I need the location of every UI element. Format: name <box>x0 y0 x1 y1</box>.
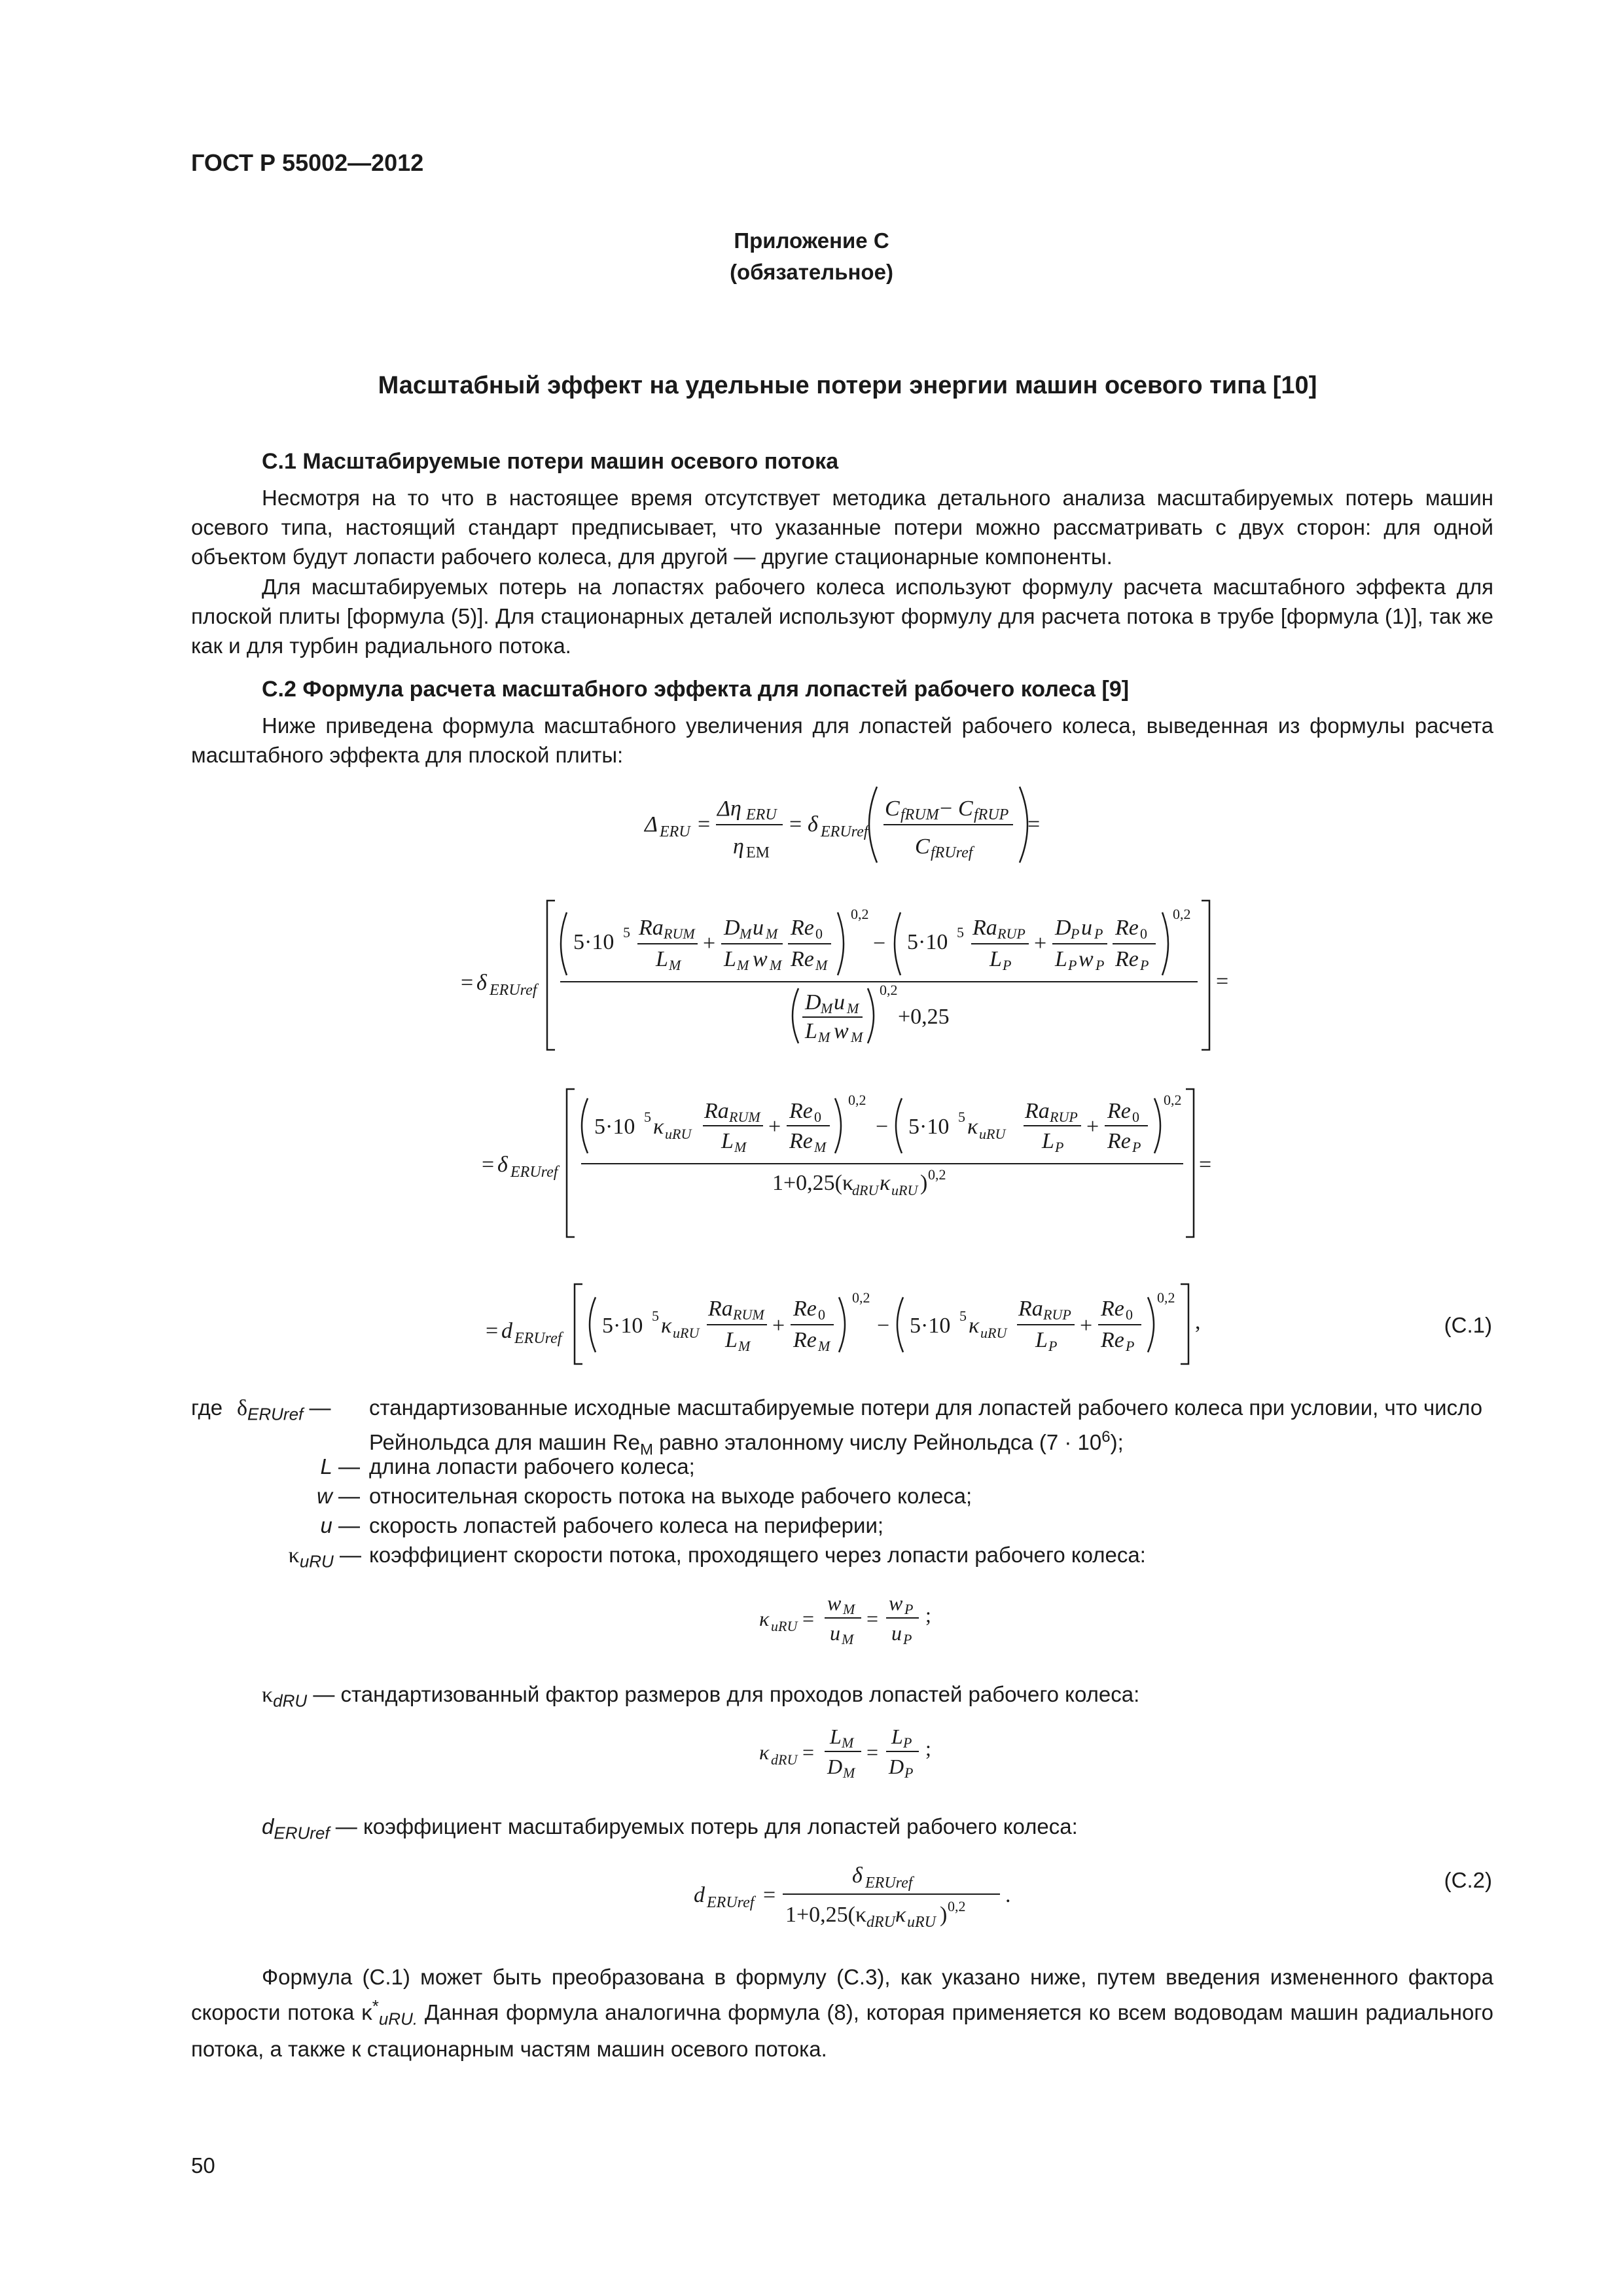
svg-text:P: P <box>1132 1139 1141 1155</box>
math-5e5: 5·10 <box>908 1115 950 1139</box>
symbol: L <box>320 1454 332 1479</box>
svg-text:Re: Re <box>1101 1297 1124 1321</box>
svg-text:−: − <box>876 1115 889 1139</box>
svg-text:L: L <box>805 1019 817 1043</box>
svg-text:ERUref: ERUref <box>707 1894 755 1911</box>
svg-text:Re: Re <box>1107 1129 1131 1153</box>
symbol: κ <box>288 1543 300 1568</box>
svg-text:dRU: dRU <box>866 1914 895 1931</box>
text: — стандартизованный фактор размеров для проходов лопастей рабочего колеса: <box>313 1682 1140 1706</box>
equation-number-c2: (С.2) <box>1444 1868 1492 1892</box>
def-text: относительная скорость потока на выходе рабочего колеса; <box>369 1484 972 1508</box>
math-5e5: 5·10 <box>573 930 615 954</box>
svg-text:P: P <box>903 1631 912 1647</box>
svg-text:M: M <box>766 925 778 942</box>
svg-text:0: 0 <box>815 925 823 942</box>
svg-text:uRU: uRU <box>907 1914 936 1931</box>
section-heading-c2: С.2 Формула расчета масштабного эффекта для лопастей рабочего колеса [9] <box>262 677 1130 702</box>
symbol: u <box>320 1513 332 1537</box>
text: — коэффициент масштабируемых потерь для лопастей рабочего колеса: <box>335 1814 1078 1839</box>
svg-text:0: 0 <box>814 1109 821 1125</box>
svg-text:=: = <box>1027 812 1041 836</box>
svg-text:P: P <box>1140 957 1149 973</box>
svg-text:u: u <box>753 916 764 940</box>
svg-text:M: M <box>737 957 749 973</box>
page-number: 50 <box>191 2153 215 2178</box>
svg-text:M: M <box>740 925 752 942</box>
svg-text:D: D <box>827 1755 843 1778</box>
math-exponent: 0,2 <box>1173 906 1191 922</box>
svg-text:Ra: Ra <box>1018 1297 1043 1321</box>
text-tail: равно эталонному числу Рейнольдса (7 · 10 <box>653 1430 1102 1454</box>
svg-text:M: M <box>843 1601 855 1617</box>
svg-text:RUM: RUM <box>664 925 695 942</box>
def-symbol: $\delta_{ERUref}$ — <box>237 1395 331 1424</box>
svg-text:Re: Re <box>793 1328 817 1352</box>
svg-text:+: + <box>1086 1115 1099 1139</box>
svg-text:P: P <box>1048 1338 1058 1354</box>
svg-text:L: L <box>1035 1328 1048 1352</box>
svg-text:C: C <box>958 797 973 821</box>
svg-text:EM: EM <box>746 844 770 861</box>
svg-text:=: = <box>698 812 711 836</box>
svg-text:Re: Re <box>789 1099 813 1123</box>
svg-text:w: w <box>753 947 768 971</box>
svg-text:η: η <box>733 834 744 859</box>
svg-text:Ra: Ra <box>704 1099 729 1123</box>
svg-text:fRUM: fRUM <box>901 806 939 823</box>
svg-text:+: + <box>703 931 716 956</box>
svg-text:Ra: Ra <box>972 916 997 940</box>
svg-text:κ: κ <box>661 1314 672 1338</box>
svg-text:κ: κ <box>653 1115 664 1139</box>
svg-text:u: u <box>891 1621 902 1645</box>
math-5e5: 5·10 <box>910 1314 951 1338</box>
svg-text:L: L <box>721 1129 734 1153</box>
svg-text:1+0,25(κ: 1+0,25(κ <box>772 1171 854 1195</box>
svg-text:L: L <box>724 947 736 971</box>
math-exponent: 0,2 <box>848 1092 866 1108</box>
svg-text:κ: κ <box>880 1171 891 1195</box>
math-sup: 5 <box>623 924 630 941</box>
svg-text:u: u <box>830 1621 840 1645</box>
symbol-sub: ERUref <box>247 1404 304 1424</box>
svg-text:=: = <box>486 1319 499 1343</box>
svg-text:L: L <box>891 1725 903 1748</box>
svg-text:ERUref: ERUref <box>510 1164 558 1181</box>
svg-text:δ: δ <box>852 1863 863 1888</box>
paragraph-closing <box>191 1962 1493 2064</box>
page-title: Масштабный эффект на удельные потери энергии машин осевого типа [10] <box>378 372 1317 399</box>
text-sup: * <box>372 1996 379 2016</box>
svg-text:ERUref: ERUref <box>821 823 868 840</box>
def-text: скорость лопастей рабочего колеса на периферии; <box>369 1513 884 1537</box>
svg-text:κ: κ <box>967 1115 978 1139</box>
svg-text:P: P <box>1096 957 1105 973</box>
svg-text:=: = <box>482 1153 495 1177</box>
svg-text:RUM: RUM <box>729 1109 760 1125</box>
math-exponent: 0,2 <box>948 1898 966 1914</box>
svg-text:=: = <box>802 1740 815 1764</box>
svg-text:ERU: ERU <box>746 806 777 823</box>
svg-text:D: D <box>724 916 740 940</box>
svg-text:=: = <box>802 1607 815 1630</box>
math-exponent: 0,2 <box>1164 1092 1182 1108</box>
svg-text:=: = <box>763 1883 776 1907</box>
math-5e5: 5·10 <box>594 1115 635 1139</box>
svg-text:L: L <box>725 1328 738 1352</box>
def-symbol: u — <box>320 1513 360 1537</box>
svg-text:L: L <box>990 947 1002 971</box>
svg-text:Re: Re <box>1115 947 1139 971</box>
svg-text:Re: Re <box>1107 1099 1131 1123</box>
def-text: коэффициент скорости потока, проходящего через лопасти рабочего колеса: <box>369 1543 1146 1567</box>
svg-text:M: M <box>770 957 782 973</box>
svg-text:C: C <box>915 834 930 859</box>
math-sup: 5 <box>652 1308 659 1324</box>
svg-text:Re: Re <box>793 1297 817 1321</box>
svg-text:Re: Re <box>1101 1328 1124 1352</box>
symbol-sub: dRU <box>273 1691 308 1711</box>
math-const: +0,25 <box>898 1005 950 1029</box>
svg-text:P: P <box>1094 925 1103 942</box>
math-sup: 5 <box>959 1308 967 1324</box>
equation-kappa-dru <box>733 1717 955 1789</box>
svg-text:): ) <box>920 1171 928 1195</box>
svg-text:Δη: Δη <box>717 797 741 821</box>
math-exponent: 0,2 <box>852 1289 870 1306</box>
text: стандартизованные исходные масштабируемые потери для лопастей рабочего колеса при условии, что число Рейнольдса для машин Re <box>369 1395 1483 1454</box>
svg-text:δ: δ <box>476 971 487 995</box>
math-sup: 5 <box>957 924 964 941</box>
svg-text:RUM: RUM <box>733 1306 764 1323</box>
svg-text:;: ; <box>925 1736 931 1760</box>
text-sub: uRU. <box>378 2009 418 2029</box>
equation-c1 <box>0 772 1623 1401</box>
kappa-dru-definition <box>262 1679 1139 1716</box>
d-eruref-definition <box>262 1812 1078 1848</box>
where-intro: где <box>191 1395 223 1420</box>
math-sup: 5 <box>958 1109 965 1125</box>
svg-text:M: M <box>821 1000 833 1016</box>
svg-text:P: P <box>1071 925 1080 942</box>
paragraph-text: Ниже приведена формула масштабного увеличения для лопастей рабочего колеса, выведенная из формулы расчета масштабного эффекта для плоской плиты: <box>191 713 1493 767</box>
symbol-sub: ERUref <box>274 1823 330 1843</box>
svg-text:M: M <box>818 1029 830 1045</box>
svg-text:M: M <box>818 1338 830 1354</box>
svg-text:fRUP: fRUP <box>974 806 1009 823</box>
svg-text:dRU: dRU <box>852 1182 879 1198</box>
def-text: длина лопасти рабочего колеса; <box>369 1454 695 1479</box>
svg-text:RUP: RUP <box>997 925 1026 942</box>
svg-text:=: = <box>866 1607 879 1630</box>
svg-text:0: 0 <box>818 1306 825 1323</box>
paragraph-text: Для масштабируемых потерь на лопастях рабочего колеса используют формулу расчета масштабного эффекта для плоской плиты [формула (5)]. Для стационарных деталей используют формулу для расчета потока в трубе [формула (1)], так же как и для турбин радиального потока. <box>191 575 1493 658</box>
svg-text:δ: δ <box>808 812 818 836</box>
svg-text:uRU: uRU <box>673 1325 700 1341</box>
svg-text:+: + <box>1080 1314 1093 1338</box>
svg-text:Re: Re <box>1115 916 1139 940</box>
def-symbol: w — <box>316 1484 360 1508</box>
svg-text:M: M <box>814 1139 827 1155</box>
svg-text:M: M <box>669 957 681 973</box>
svg-text:Re: Re <box>791 916 814 940</box>
svg-text:L: L <box>656 947 668 971</box>
svg-text:+: + <box>772 1314 785 1338</box>
math-exponent: 0,2 <box>1157 1289 1175 1306</box>
svg-text:Δ: Δ <box>645 812 658 836</box>
svg-text:uRU: uRU <box>979 1126 1006 1142</box>
svg-text:L: L <box>1055 947 1067 971</box>
svg-text:ERUref: ERUref <box>514 1330 562 1347</box>
appendix-status: (обязательное) <box>730 260 893 284</box>
svg-text:L: L <box>1042 1129 1054 1153</box>
svg-text:u: u <box>1081 916 1092 940</box>
svg-text:=: = <box>1216 969 1229 994</box>
svg-text:P: P <box>1003 957 1012 973</box>
svg-text:Ra: Ra <box>708 1297 733 1321</box>
svg-text:P: P <box>1068 957 1077 973</box>
svg-text:M: M <box>842 1631 854 1647</box>
svg-text:fRUref: fRUref <box>931 844 973 861</box>
svg-text:D: D <box>805 990 821 1014</box>
svg-text:w: w <box>834 1019 849 1043</box>
svg-text:Re: Re <box>791 947 814 971</box>
svg-text:δ: δ <box>497 1153 508 1177</box>
svg-text:κ: κ <box>759 1740 770 1764</box>
paragraph-c1-2 <box>191 572 1493 660</box>
def-symbol: L — <box>320 1454 360 1479</box>
section-heading-c1: С.1 Масштабируемые потери машин осевого потока <box>262 449 839 474</box>
svg-text:M: M <box>851 1029 863 1045</box>
svg-text:): ) <box>940 1903 948 1927</box>
math-sup: 5 <box>644 1109 651 1125</box>
svg-text:0: 0 <box>1140 925 1147 942</box>
symbol: κ <box>262 1683 274 1707</box>
svg-text:0: 0 <box>1132 1109 1139 1125</box>
svg-text:P: P <box>904 1765 914 1781</box>
svg-text:=: = <box>1199 1153 1212 1177</box>
text: Данная формула аналогична формула (8), которая применяется ко всем водоводам машин радиального потока, а также к стационарным частям машин осевого потока. <box>191 2000 1493 2061</box>
svg-text:M: M <box>815 957 828 973</box>
svg-text:Re: Re <box>789 1129 813 1153</box>
svg-text:P: P <box>904 1601 914 1617</box>
svg-text:=: = <box>789 812 802 836</box>
svg-text:.: . <box>1005 1883 1011 1907</box>
svg-text:κ: κ <box>969 1314 980 1338</box>
paragraph-c2-1 <box>191 711 1493 770</box>
math-5e5: 5·10 <box>602 1314 643 1338</box>
math-exponent: 0,2 <box>851 906 869 922</box>
svg-text:0: 0 <box>1126 1306 1133 1323</box>
svg-text:d: d <box>501 1319 512 1343</box>
svg-text:RUP: RUP <box>1050 1109 1078 1125</box>
svg-text:P: P <box>1055 1139 1064 1155</box>
symbol-sub: uRU <box>299 1551 334 1571</box>
paragraph-c1-1 <box>191 483 1493 571</box>
svg-text:−: − <box>873 931 886 956</box>
equation-number-c1: (С.1) <box>1444 1313 1492 1337</box>
svg-text:uRU: uRU <box>771 1618 798 1634</box>
svg-text:D: D <box>1055 916 1071 940</box>
svg-text:=: = <box>461 971 474 995</box>
svg-text:w: w <box>889 1591 903 1615</box>
math-exponent: 0,2 <box>928 1166 946 1183</box>
svg-text:Ra: Ra <box>639 916 664 940</box>
svg-text:uRU: uRU <box>665 1126 692 1142</box>
equation-c2 <box>681 1856 1073 1941</box>
svg-text:M: M <box>847 1000 859 1016</box>
svg-text:,: , <box>1195 1310 1201 1334</box>
svg-text:uRU: uRU <box>891 1182 918 1198</box>
svg-text:M: M <box>842 1734 854 1751</box>
appendix-label: Приложение С <box>734 228 889 253</box>
paragraph-text: Несмотря на то что в настоящее время отсутствует методика детального анализа масштабируемых потерь машин осевого типа, настоящий стандарт предписывает, что указанные потери можно рассматривать с двух сторон: для одной объектом будут лопасти рабочего колеса, для другой — другие стационарные компоненты. <box>191 486 1493 569</box>
document-code: ГОСТ Р 55002—2012 <box>191 149 424 176</box>
svg-text:+: + <box>1034 931 1047 956</box>
symbol: δ <box>237 1396 248 1420</box>
svg-text:κ: κ <box>759 1607 770 1630</box>
svg-text:+: + <box>768 1115 781 1139</box>
math-5e5: 5·10 <box>907 930 948 954</box>
equation-kappa-uru <box>733 1584 955 1656</box>
svg-text:C: C <box>885 797 900 821</box>
svg-text:−: − <box>877 1314 890 1338</box>
symbol: d <box>262 1814 274 1839</box>
svg-text:D: D <box>889 1755 904 1778</box>
svg-text:M: M <box>738 1338 751 1354</box>
svg-text:=: = <box>866 1740 879 1764</box>
svg-text:u: u <box>834 990 845 1014</box>
svg-text:dRU: dRU <box>771 1751 798 1768</box>
def-symbol: $\kappa_{uRU}$ — <box>288 1543 361 1571</box>
svg-text:Ra: Ra <box>1025 1099 1050 1123</box>
text: Формула (С.1) может быть преобразована в формулу (С.3), как указано ниже, путем введения измененного фактора скорости потока κ <box>191 1965 1493 2024</box>
svg-text:d: d <box>694 1883 705 1907</box>
svg-text:M: M <box>734 1139 747 1155</box>
text-sup: 6 <box>1101 1428 1111 1446</box>
svg-text:ERU: ERU <box>660 823 690 840</box>
svg-text:ERUref: ERUref <box>490 982 537 999</box>
text-end: ); <box>1110 1430 1124 1454</box>
svg-text:P: P <box>1126 1338 1135 1354</box>
svg-text:P: P <box>903 1734 912 1751</box>
svg-text:ERUref: ERUref <box>865 1874 913 1892</box>
math-exponent: 0,2 <box>880 982 898 998</box>
svg-text:uRU: uRU <box>980 1325 1007 1341</box>
symbol: w <box>316 1484 332 1508</box>
svg-text:RUP: RUP <box>1043 1306 1071 1323</box>
text-sub: M <box>640 1441 653 1459</box>
svg-text:−: − <box>940 797 953 821</box>
svg-text:κ: κ <box>895 1903 906 1927</box>
svg-text:w: w <box>827 1591 842 1615</box>
svg-text:w: w <box>1079 947 1094 971</box>
svg-text:L: L <box>830 1725 842 1748</box>
svg-text:M: M <box>843 1765 855 1781</box>
svg-text:1+0,25(κ: 1+0,25(κ <box>785 1903 867 1927</box>
svg-text:;: ; <box>925 1603 931 1626</box>
